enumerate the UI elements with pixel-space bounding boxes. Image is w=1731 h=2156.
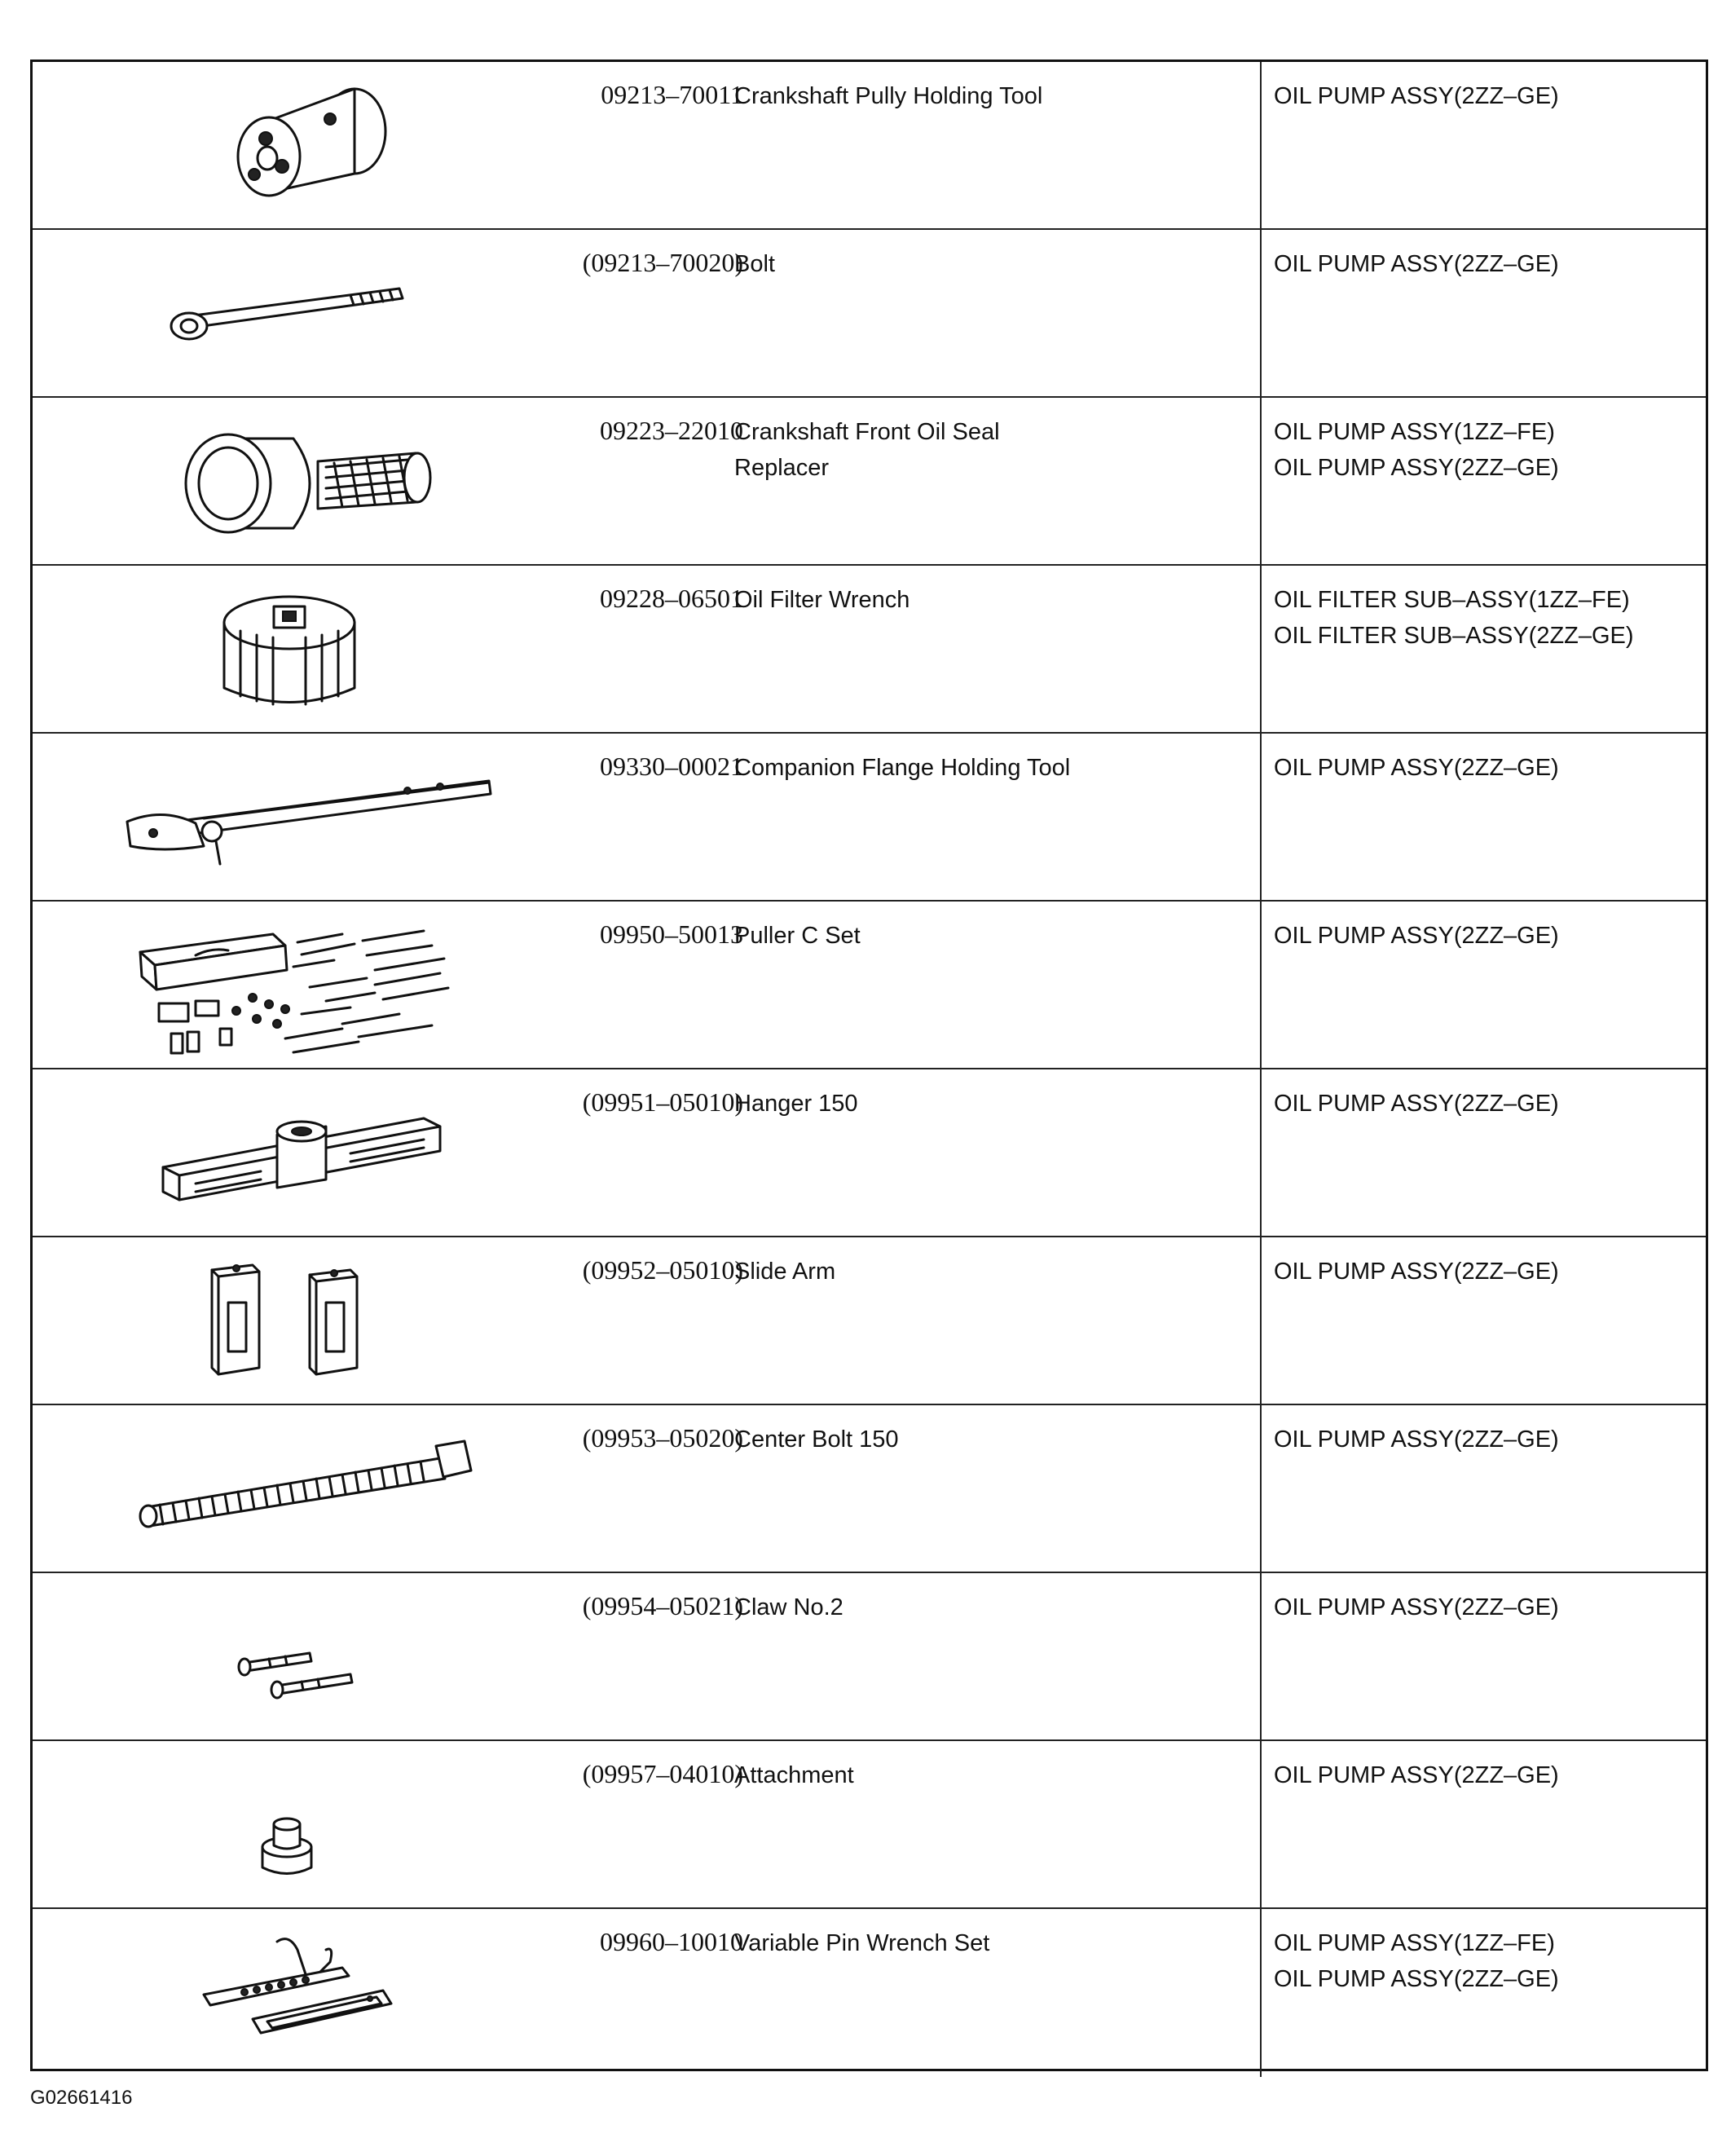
assembly-line: OIL PUMP ASSY(2ZZ–GE) <box>1274 1966 1559 1992</box>
tool-row <box>33 1237 1706 1405</box>
assembly-line: OIL PUMP ASSY(2ZZ–GE) <box>1274 923 1559 949</box>
tool-name <box>734 1589 1240 1625</box>
tool-row <box>33 1573 1706 1741</box>
tool-row <box>33 734 1706 902</box>
part-number: 09950–50013 <box>600 919 743 949</box>
oil-seal-replacer-icon <box>81 406 522 558</box>
part-number: (09952–05010) <box>582 1255 743 1285</box>
part-number: (09951–05010) <box>582 1087 743 1117</box>
tool-name-line: Center Bolt 150 <box>734 1426 899 1453</box>
column-divider <box>1260 1405 1262 1572</box>
tool-row <box>33 1405 1706 1573</box>
tool-name-line: Attachment <box>734 1762 854 1788</box>
applicable-assemblies <box>1274 1589 1698 1625</box>
column-divider <box>1260 1069 1262 1236</box>
tool-name <box>734 1757 1240 1793</box>
assembly-line: OIL PUMP ASSY(2ZZ–GE) <box>1274 83 1559 109</box>
applicable-assemblies <box>1274 414 1698 486</box>
applicable-assemblies <box>1274 78 1698 114</box>
flange-holding-tool-icon <box>81 742 522 893</box>
hanger-icon <box>81 1078 522 1229</box>
part-number: 09960–10010 <box>600 1927 743 1956</box>
assembly-line: OIL PUMP ASSY(2ZZ–GE) <box>1274 455 1559 481</box>
tool-name <box>734 78 1240 114</box>
part-number: (09957–04010) <box>582 1759 743 1788</box>
assembly-line: OIL PUMP ASSY(2ZZ–GE) <box>1274 1594 1559 1620</box>
tool-name <box>734 1925 1240 1961</box>
part-number: (09213–70020) <box>582 248 743 277</box>
part-number: 09223–22010 <box>600 416 743 445</box>
assembly-line: OIL PUMP ASSY(2ZZ–GE) <box>1274 1426 1559 1453</box>
tool-name-line: Bolt <box>734 251 775 277</box>
attachment-icon <box>81 1749 522 1901</box>
applicable-assemblies <box>1274 1757 1698 1793</box>
tool-name-line: Puller C Set <box>734 923 861 949</box>
applicable-assemblies <box>1274 246 1698 282</box>
assembly-line: OIL PUMP ASSY(2ZZ–GE) <box>1274 1259 1559 1285</box>
part-number: (09954–05021) <box>582 1591 743 1620</box>
claw-icon <box>81 1581 522 1733</box>
column-divider <box>1260 62 1262 228</box>
part-number: 09228–06501 <box>600 584 743 613</box>
tool-name <box>734 1086 1240 1122</box>
tool-row <box>33 230 1706 398</box>
column-divider <box>1260 398 1262 564</box>
slide-arm-icon <box>81 1246 522 1397</box>
applicable-assemblies <box>1274 918 1698 954</box>
puller-set-icon <box>81 910 522 1061</box>
tool-row <box>33 1909 1706 2077</box>
applicable-assemblies <box>1274 1254 1698 1290</box>
column-divider <box>1260 1741 1262 1907</box>
pin-wrench-set-icon <box>81 1917 522 2069</box>
column-divider <box>1260 902 1262 1068</box>
assembly-line: OIL PUMP ASSY(1ZZ–FE) <box>1274 419 1555 445</box>
special-service-tools-table <box>30 60 1708 2071</box>
tool-name <box>734 750 1240 786</box>
column-divider <box>1260 566 1262 732</box>
tool-name <box>734 582 1240 618</box>
assembly-line: OIL FILTER SUB–ASSY(2ZZ–GE) <box>1274 623 1634 649</box>
tool-row <box>33 1069 1706 1237</box>
pulley-holding-tool-icon <box>81 70 522 222</box>
tool-row <box>33 62 1706 230</box>
part-number: 09213–70011 <box>601 80 743 109</box>
tool-name <box>734 918 1240 954</box>
part-number: 09330–00021 <box>600 752 743 781</box>
tool-name-line: Replacer <box>734 455 830 481</box>
column-divider <box>1260 1573 1262 1739</box>
column-divider <box>1260 230 1262 396</box>
tool-name-line: Variable Pin Wrench Set <box>734 1930 990 1956</box>
tool-name <box>734 1422 1240 1457</box>
tool-name-line: Crankshaft Pully Holding Tool <box>734 83 1043 109</box>
tool-name-line: Companion Flange Holding Tool <box>734 755 1071 781</box>
applicable-assemblies <box>1274 1422 1698 1457</box>
column-divider <box>1260 1237 1262 1404</box>
applicable-assemblies <box>1274 582 1698 654</box>
tool-name-line: Claw No.2 <box>734 1594 843 1620</box>
tool-name-line: Crankshaft Front Oil Seal <box>734 419 1000 445</box>
tool-row <box>33 902 1706 1069</box>
tool-row <box>33 398 1706 566</box>
bolt-icon <box>81 238 522 390</box>
applicable-assemblies <box>1274 1925 1698 1997</box>
applicable-assemblies <box>1274 1086 1698 1122</box>
tool-row <box>33 1741 1706 1909</box>
assembly-line: OIL PUMP ASSY(2ZZ–GE) <box>1274 1091 1559 1117</box>
assembly-line: OIL PUMP ASSY(2ZZ–GE) <box>1274 755 1559 781</box>
tool-name-line: Hanger 150 <box>734 1091 858 1117</box>
assembly-line: OIL PUMP ASSY(1ZZ–FE) <box>1274 1930 1555 1956</box>
tool-name <box>734 414 1240 486</box>
assembly-line: OIL PUMP ASSY(2ZZ–GE) <box>1274 251 1559 277</box>
tool-name-line: Oil Filter Wrench <box>734 587 910 613</box>
tool-name <box>734 1254 1240 1290</box>
tool-row <box>33 566 1706 734</box>
part-number: (09953–05020) <box>582 1423 743 1453</box>
oil-filter-wrench-icon <box>81 574 522 725</box>
assembly-line: OIL FILTER SUB–ASSY(1ZZ–FE) <box>1274 587 1630 613</box>
tool-name-line: Slide Arm <box>734 1259 836 1285</box>
tool-name <box>734 246 1240 282</box>
column-divider <box>1260 734 1262 900</box>
figure-id: G02661416 <box>30 2087 133 2109</box>
assembly-line: OIL PUMP ASSY(2ZZ–GE) <box>1274 1762 1559 1788</box>
column-divider <box>1260 1909 1262 2077</box>
applicable-assemblies <box>1274 750 1698 786</box>
center-bolt-icon <box>81 1413 522 1565</box>
